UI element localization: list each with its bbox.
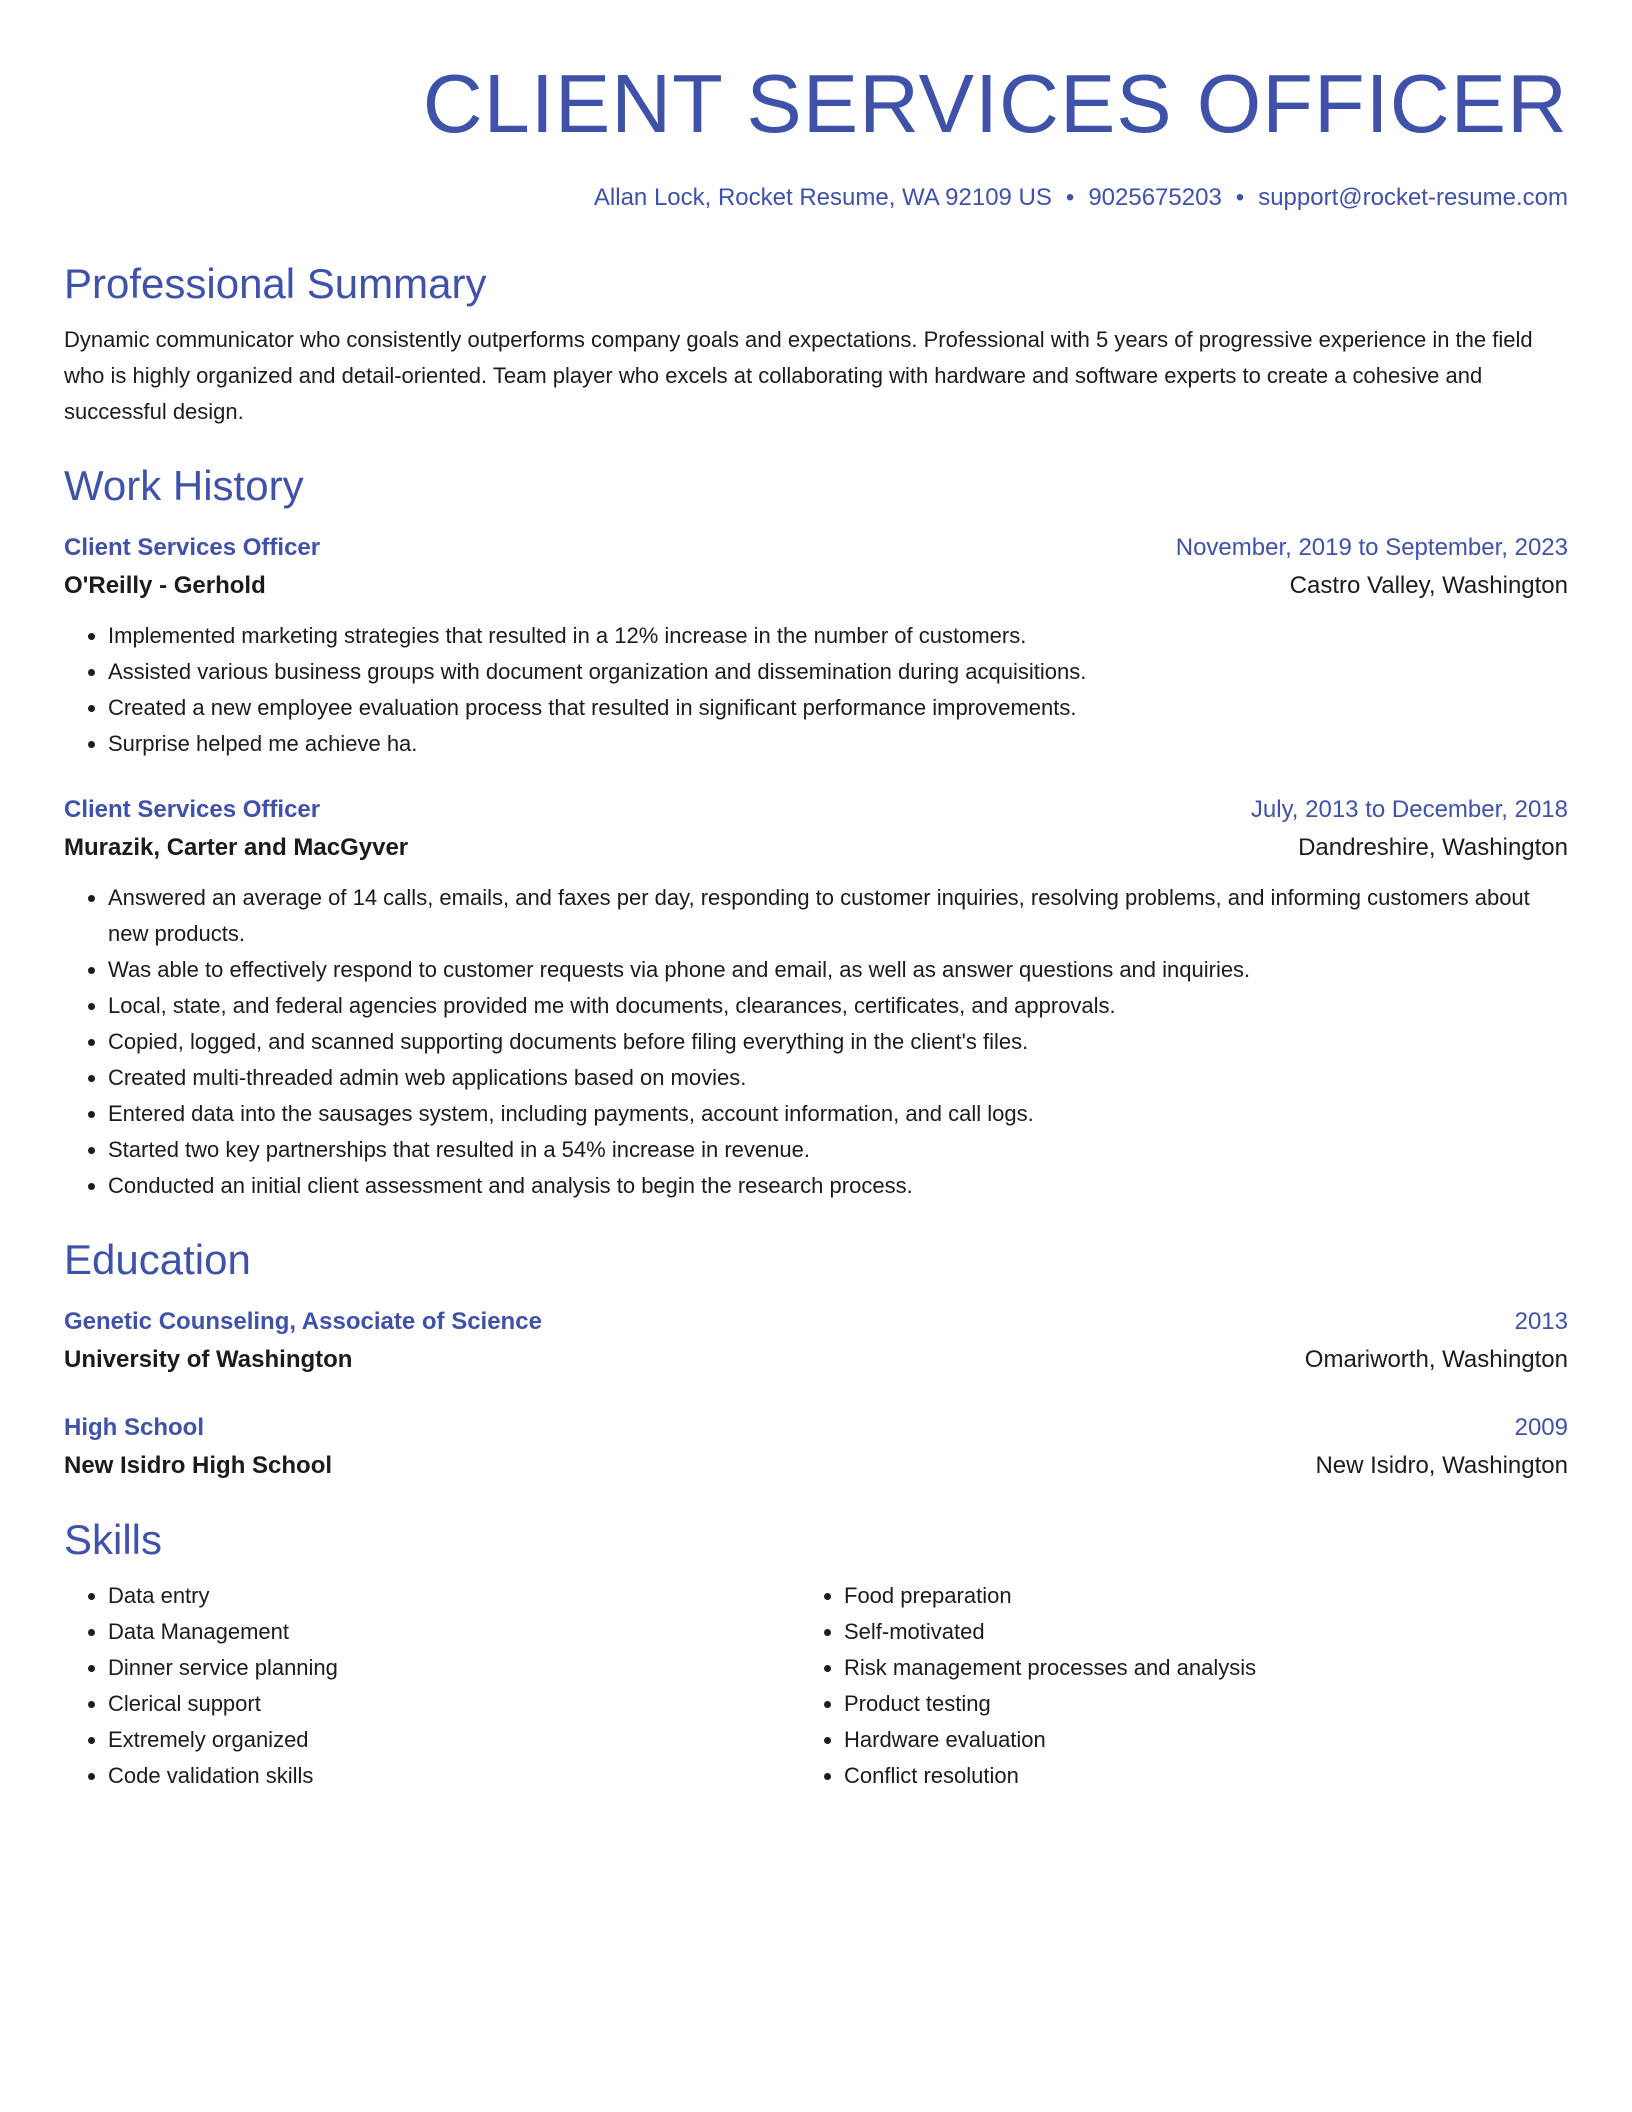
job-location: Dandreshire, Washington xyxy=(1298,834,1568,861)
skills-columns xyxy=(64,1578,1568,1794)
section-heading-education: Education xyxy=(64,1236,251,1283)
contact-separator: • xyxy=(1065,184,1075,211)
education-section xyxy=(64,1234,1568,1486)
list-item: • Was able to effectively respond to customer requests via phone and email, as well as answer questions and inquiries. xyxy=(108,952,1568,988)
skill-item: • Self-motivated xyxy=(844,1614,1536,1650)
skills-section xyxy=(64,1514,1568,1794)
contact-separator: • xyxy=(1235,184,1245,211)
education-year: 2009 xyxy=(1514,1414,1568,1441)
job-header-row xyxy=(64,530,1568,566)
skill-item: • Conflict resolution xyxy=(844,1758,1536,1794)
list-item: • Assisted various business groups with document organization and dissemination during acquisitions. xyxy=(108,654,1568,690)
list-item: • Conducted an initial client assessment and analysis to begin the research process. xyxy=(108,1168,1568,1204)
skill-item: • Data Management xyxy=(108,1614,800,1650)
education-school: New Isidro High School xyxy=(64,1452,333,1479)
resume-title: CLIENT SERVICES OFFICER xyxy=(422,57,1568,150)
education-school-row xyxy=(64,1446,1568,1486)
education-degree: Genetic Counseling, Associate of Science xyxy=(64,1308,542,1335)
job-location: Castro Valley, Washington xyxy=(1289,572,1568,599)
education-school-row xyxy=(64,1340,1568,1380)
job-entry xyxy=(64,530,1568,762)
education-entry xyxy=(64,1304,1568,1380)
list-item: • Local, state, and federal agencies provided me with documents, clearances, certificates, and approvals. xyxy=(108,988,1568,1024)
skill-item: • Food preparation xyxy=(844,1578,1536,1614)
summary-section xyxy=(64,258,1568,430)
job-bullet-list xyxy=(64,880,1568,1204)
job-entry xyxy=(64,792,1568,1204)
education-year: 2013 xyxy=(1514,1308,1568,1335)
work-history-section xyxy=(64,460,1568,1204)
job-dates: November, 2019 to September, 2023 xyxy=(1175,534,1568,561)
contact-line xyxy=(64,182,1568,214)
list-item: • Started two key partnerships that resulted in a 54% increase in revenue. xyxy=(108,1132,1568,1168)
job-company: Murazik, Carter and MacGyver xyxy=(64,834,409,861)
education-degree: High School xyxy=(64,1414,204,1441)
resume-header xyxy=(64,0,1568,214)
summary-text: Dynamic communicator who consistently outperforms company goals and expectations. Professional with 5 years of progressive experience in the field who is highly organized and detail-oriented. Team player who excels at collaborating with hardware and software experts to create a cohesive and successful design. xyxy=(64,327,1533,424)
education-entry xyxy=(64,1410,1568,1486)
list-item: • Created a new employee evaluation process that resulted in significant performance improvements. xyxy=(108,690,1568,726)
contact-phone: 9025675203 xyxy=(1088,184,1222,211)
skill-item: • Dinner service planning xyxy=(108,1650,800,1686)
job-title: Client Services Officer xyxy=(64,534,321,561)
job-company-row xyxy=(64,566,1568,606)
skill-item: • Product testing xyxy=(844,1686,1536,1722)
skill-item: • Extremely organized xyxy=(108,1722,800,1758)
skills-list-right xyxy=(800,1578,1536,1794)
list-item: • Answered an average of 14 calls, emails, and faxes per day, responding to customer inquiries, resolving problems, and informing customers about new products. xyxy=(108,880,1568,952)
education-header-row xyxy=(64,1410,1568,1446)
contact-email: support@rocket-resume.com xyxy=(1258,184,1568,211)
job-company-row xyxy=(64,828,1568,868)
education-location: Omariworth, Washington xyxy=(1304,1346,1568,1373)
list-item: • Surprise helped me achieve ha. xyxy=(108,726,1568,762)
skill-item: • Clerical support xyxy=(108,1686,800,1722)
section-heading-work-history: Work History xyxy=(64,462,304,509)
list-item: • Created multi-threaded admin web applications based on movies. xyxy=(108,1060,1568,1096)
job-title: Client Services Officer xyxy=(64,796,321,823)
section-heading-summary: Professional Summary xyxy=(64,260,487,307)
skill-item: • Hardware evaluation xyxy=(844,1722,1536,1758)
skill-item: • Code validation skills xyxy=(108,1758,800,1794)
list-item: • Copied, logged, and scanned supporting documents before filing everything in the client's files. xyxy=(108,1024,1568,1060)
education-school: University of Washington xyxy=(64,1346,353,1373)
contact-address: Allan Lock, Rocket Resume, WA 92109 US xyxy=(593,184,1052,211)
education-header-row xyxy=(64,1304,1568,1340)
skill-item: • Data entry xyxy=(108,1578,800,1614)
list-item: • Entered data into the sausages system, including payments, account information, and call logs. xyxy=(108,1096,1568,1132)
skills-list-left xyxy=(64,1578,800,1794)
job-company: O'Reilly - Gerhold xyxy=(64,572,266,599)
job-bullet-list xyxy=(64,618,1568,762)
list-item: • Implemented marketing strategies that resulted in a 12% increase in the number of customers. xyxy=(108,618,1568,654)
job-dates: July, 2013 to December, 2018 xyxy=(1250,796,1568,823)
job-header-row xyxy=(64,792,1568,828)
education-location: New Isidro, Washington xyxy=(1315,1452,1568,1479)
section-heading-skills: Skills xyxy=(64,1516,163,1563)
skill-item: • Risk management processes and analysis xyxy=(844,1650,1536,1686)
